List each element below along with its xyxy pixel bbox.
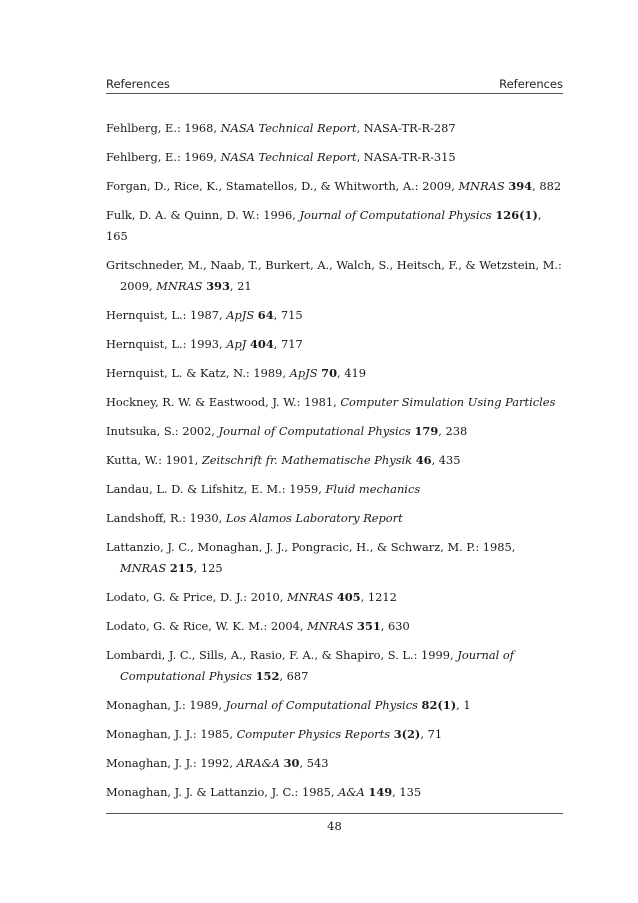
reference-authors-year: Landshoff, R.: 1930, — [106, 511, 226, 525]
reference-volume: 82(1) — [421, 698, 457, 712]
reference-volume: 46 — [415, 453, 432, 467]
reference-authors-year: Lodato, G. & Rice, W. K. M.: 2004, — [106, 619, 308, 633]
reference-entry — [106, 255, 563, 297]
reference-pages: , 715 — [273, 308, 303, 322]
reference-volume: 64 — [257, 308, 274, 322]
reference-entry — [106, 537, 563, 579]
reference-journal: MNRAS — [307, 619, 354, 633]
reference-entry — [106, 392, 563, 413]
reference-entry — [106, 450, 563, 471]
reference-journal: Journal of Computational Physics — [299, 208, 492, 222]
reference-journal: ApJS — [289, 366, 318, 380]
reference-journal: Journal of Computational Physics — [225, 698, 418, 712]
reference-volume: 149 — [368, 785, 393, 799]
reference-pages: , 543 — [299, 756, 329, 770]
reference-entry — [106, 305, 563, 326]
reference-volume: 351 — [357, 619, 381, 633]
reference-list — [106, 118, 563, 811]
reference-entry — [106, 587, 563, 608]
reference-entry — [106, 205, 563, 247]
reference-volume: 215 — [169, 561, 194, 575]
reference-entry — [106, 479, 563, 500]
reference-journal: A&A — [338, 785, 365, 799]
reference-entry — [106, 753, 563, 774]
reference-entry — [106, 421, 563, 442]
reference-pages: , 125 — [193, 561, 223, 575]
reference-volume: 393 — [206, 279, 230, 293]
reference-entry — [106, 508, 563, 529]
reference-entry — [106, 334, 563, 355]
reference-journal: Journal of Computational Physics — [120, 648, 514, 683]
reference-journal: Zeitschrift fr. Mathematische Physik — [201, 453, 413, 467]
reference-authors-year: Gritschneder, M., Naab, T., Burkert, A., Walch, S., Heitsch, F., & Wetzstein, M.: 2009, — [106, 258, 562, 293]
reference-authors-year: Hernquist, L.: 1987, — [106, 308, 227, 322]
reference-pages: , 135 — [392, 785, 422, 799]
reference-authors-year: Lodato, G. & Price, D. J.: 2010, — [106, 590, 287, 604]
reference-volume: 70 — [321, 366, 337, 380]
reference-pages: , 717 — [273, 337, 303, 351]
header-right: References — [499, 77, 563, 91]
reference-authors-year: Hernquist, L. & Katz, N.: 1989, — [106, 366, 290, 380]
reference-pages: , 630 — [380, 619, 410, 633]
reference-volume: 126(1) — [495, 208, 538, 222]
reference-entry — [106, 724, 563, 745]
reference-journal: MNRAS — [120, 561, 167, 575]
reference-pages: , 435 — [431, 453, 461, 467]
reference-pages: , 882 — [532, 179, 562, 193]
reference-authors-year: Landau, L. D. & Lifshitz, E. M.: 1959, — [106, 482, 326, 496]
reference-volume: 394 — [508, 179, 533, 193]
reference-entry — [106, 695, 563, 716]
reference-pages: , 165 — [106, 208, 542, 243]
reference-entry — [106, 782, 563, 803]
reference-volume: 405 — [336, 590, 361, 604]
reference-journal: ApJS — [226, 308, 255, 322]
reference-authors-year: Monaghan, J. J.: 1985, — [106, 727, 237, 741]
page-number: 48 — [327, 819, 342, 833]
reference-authors-year: Lattanzio, J. C., Monaghan, J. J., Pongracic, H., & Schwarz, M. P.: 1985, — [106, 540, 516, 554]
reference-pages: , 419 — [337, 366, 366, 380]
reference-journal: Computer Physics Reports — [236, 727, 391, 741]
reference-authors-year: Fehlberg, E.: 1969, — [106, 150, 221, 164]
reference-journal: NASA Technical Report — [220, 121, 357, 135]
reference-journal: NASA Technical Report — [220, 150, 357, 164]
reference-authors-year: Fulk, D. A. & Quinn, D. W.: 1996, — [106, 208, 300, 222]
reference-pages: , 1212 — [360, 590, 397, 604]
reference-entry — [106, 176, 563, 197]
reference-authors-year: Monaghan, J.: 1989, — [106, 698, 226, 712]
reference-authors-year: Inutsuka, S.: 2002, — [106, 424, 219, 438]
reference-journal: Fluid mechanics — [325, 482, 421, 496]
reference-journal: MNRAS — [286, 590, 334, 604]
reference-pages: , 238 — [438, 424, 468, 438]
reference-pages: , 1 — [456, 698, 471, 712]
reference-volume: 3(2) — [393, 727, 421, 741]
reference-journal: ARA&A — [236, 756, 280, 770]
reference-authors-year: Monaghan, J. J.: 1992, — [106, 756, 237, 770]
reference-authors-year: Monaghan, J. J. & Lattanzio, J. C.: 1985, — [106, 785, 339, 799]
reference-entry — [106, 645, 563, 687]
reference-volume: 404 — [249, 337, 274, 351]
reference-authors-year: Kutta, W.: 1901, — [106, 453, 202, 467]
reference-entry — [106, 147, 563, 168]
reference-authors-year: Forgan, D., Rice, K., Stamatellos, D., & Whitworth, A.: 2009, — [106, 179, 459, 193]
reference-volume: 179 — [414, 424, 439, 438]
reference-pages: , NASA-TR-R-287 — [356, 121, 456, 135]
reference-entry — [106, 363, 563, 384]
reference-pages: , 21 — [229, 279, 252, 293]
reference-journal: Journal of Computational Physics — [218, 424, 411, 438]
reference-pages: , NASA-TR-R-315 — [356, 150, 456, 164]
reference-journal: Los Alamos Laboratory Report — [225, 511, 403, 525]
reference-authors-year: Fehlberg, E.: 1968, — [106, 121, 221, 135]
reference-volume: 30 — [283, 756, 300, 770]
reference-pages: , 687 — [279, 669, 309, 683]
reference-journal: MNRAS — [156, 279, 203, 293]
reference-authors-year: Hockney, R. W. & Eastwood, J. W.: 1981, — [106, 395, 341, 409]
reference-journal: MNRAS — [458, 179, 505, 193]
reference-journal: ApJ — [226, 337, 247, 351]
reference-entry — [106, 118, 563, 139]
reference-journal: Computer Simulation Using Particles — [340, 395, 556, 409]
header-left: References — [106, 77, 170, 91]
reference-volume: 152 — [255, 669, 280, 683]
footer-rule — [106, 813, 563, 814]
reference-authors-year: Hernquist, L.: 1993, — [106, 337, 227, 351]
header-rule — [106, 93, 563, 94]
reference-authors-year: Lombardi, J. C., Sills, A., Rasio, F. A., & Shapiro, S. L.: 1999, — [106, 648, 458, 662]
reference-entry — [106, 616, 563, 637]
running-header — [106, 77, 563, 91]
reference-pages: , 71 — [420, 727, 443, 741]
